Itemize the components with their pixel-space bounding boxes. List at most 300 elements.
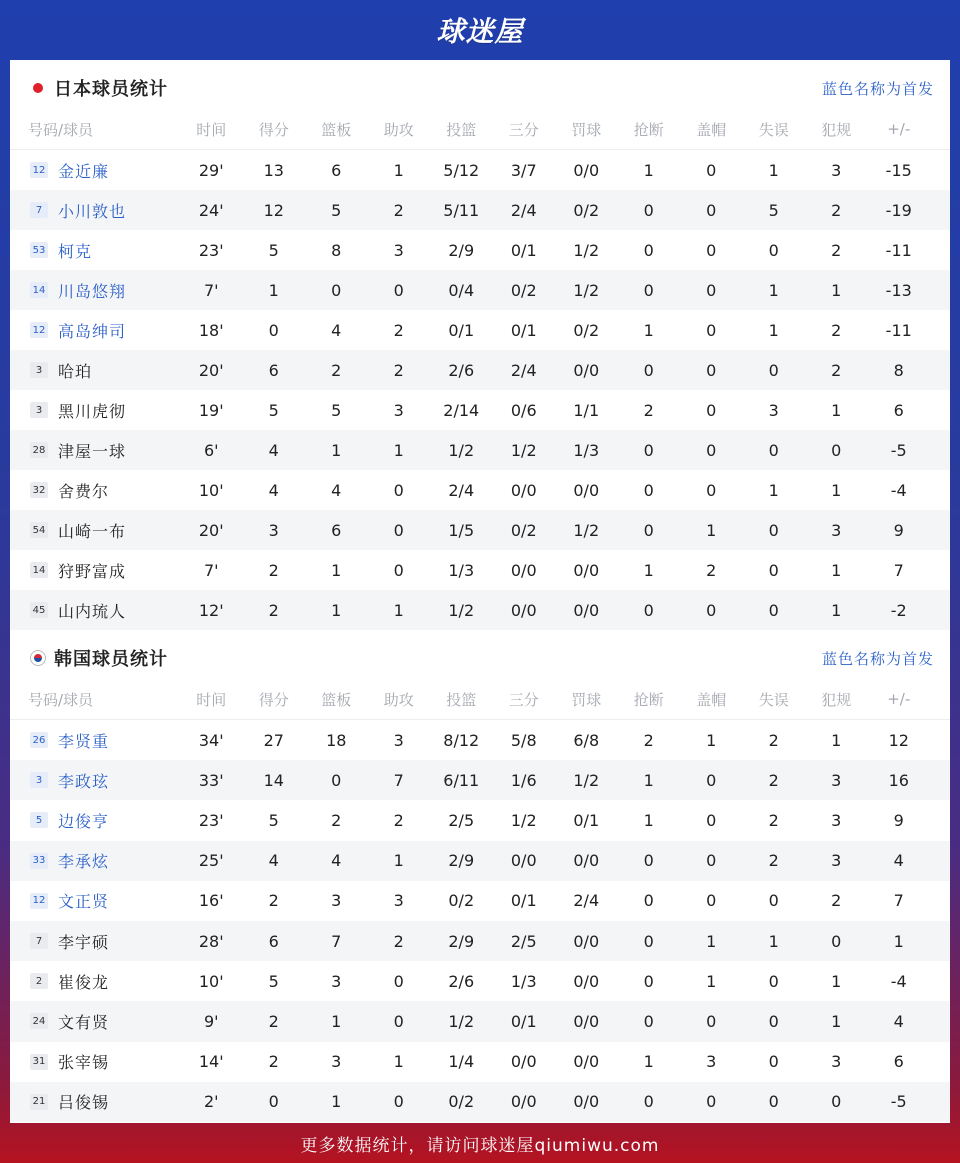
player-name[interactable]: 黑川虎彻: [58, 401, 127, 421]
player-cell: [10, 930, 180, 953]
table-row[interactable]: [10, 921, 950, 961]
rebounds-cell: 4: [331, 320, 342, 340]
blocks-cell: 2: [706, 560, 717, 580]
turnovers-cell: 0: [768, 560, 779, 580]
points-cell: 2: [268, 891, 279, 911]
player-name[interactable]: 狩野富成: [58, 561, 127, 581]
plus-minus-cell: 7: [893, 891, 904, 911]
header-blocks: 盖帽: [696, 120, 727, 139]
steals-cell: 0: [643, 600, 654, 620]
points-cell: 5: [268, 240, 279, 260]
minutes-cell: 20': [198, 360, 224, 380]
header-steals: 抢断: [633, 690, 664, 709]
player-name[interactable]: 舍费尔: [58, 481, 110, 501]
free-throws-cell: 6/8: [573, 730, 600, 750]
steals-cell: 2: [643, 730, 654, 750]
plus-minus-cell: -19: [885, 200, 912, 220]
fouls-cell: 1: [831, 971, 842, 991]
plus-minus-cell: 16: [888, 770, 909, 790]
steals-cell: 1: [643, 560, 654, 580]
header-rebounds: 篮板: [321, 690, 352, 709]
player-name[interactable]: 李政玹: [58, 771, 110, 791]
field-goals-cell: 1/2: [448, 600, 475, 620]
assists-cell: 0: [393, 971, 404, 991]
fouls-cell: 1: [831, 1011, 842, 1031]
player-cell: [10, 239, 180, 262]
rebounds-cell: 18: [326, 730, 347, 750]
field-goals-cell: 2/9: [448, 240, 475, 260]
table-row[interactable]: [10, 1042, 950, 1082]
header-assists: 助攻: [383, 690, 414, 709]
player-name[interactable]: 李宇硕: [58, 932, 110, 952]
header-field-goals: 投篮: [446, 690, 477, 709]
turnovers-cell: 0: [768, 971, 779, 991]
header-field-goals: 投篮: [446, 120, 477, 139]
assists-cell: 0: [393, 560, 404, 580]
assists-cell: 7: [393, 770, 404, 790]
player-cell: [10, 199, 180, 222]
rebounds-cell: 2: [331, 810, 342, 830]
field-goals-cell: 2/6: [448, 971, 475, 991]
rebounds-cell: 6: [331, 160, 342, 180]
korea-stats-card: [10, 630, 950, 1123]
three-pointers-cell: 5/8: [510, 730, 537, 750]
jersey-number: 53: [30, 242, 48, 258]
free-throws-cell: 0/0: [573, 560, 600, 580]
assists-cell: 1: [393, 160, 404, 180]
fouls-cell: 0: [831, 440, 842, 460]
rebounds-cell: 2: [331, 360, 342, 380]
free-throws-cell: 0/0: [573, 480, 600, 500]
jersey-number: 33: [30, 853, 48, 869]
steals-cell: 0: [643, 440, 654, 460]
fouls-cell: 1: [831, 560, 842, 580]
three-pointers-cell: 0/1: [510, 891, 537, 911]
plus-minus-cell: 6: [893, 1052, 904, 1072]
blocks-cell: 0: [706, 360, 717, 380]
assists-cell: 0: [393, 1092, 404, 1112]
free-throws-cell: 0/0: [573, 160, 600, 180]
table-row[interactable]: [10, 150, 950, 190]
points-cell: 14: [263, 770, 284, 790]
header-turnovers: 失误: [758, 120, 789, 139]
table-row[interactable]: [10, 1082, 950, 1122]
field-goals-cell: 0/1: [448, 320, 475, 340]
jersey-number: 54: [30, 522, 48, 538]
rebounds-cell: 1: [331, 600, 342, 620]
turnovers-cell: 1: [768, 931, 779, 951]
fouls-cell: 2: [831, 200, 842, 220]
blocks-cell: 1: [706, 931, 717, 951]
field-goals-cell: 2/4: [448, 480, 475, 500]
assists-cell: 3: [393, 240, 404, 260]
turnovers-cell: 1: [768, 320, 779, 340]
rebounds-cell: 4: [331, 480, 342, 500]
jersey-number: 7: [30, 933, 48, 949]
plus-minus-cell: -15: [885, 160, 912, 180]
minutes-cell: 10': [198, 480, 224, 500]
jersey-number: 5: [30, 812, 48, 828]
header-minutes: 时间: [196, 690, 227, 709]
field-goals-cell: 2/6: [448, 360, 475, 380]
free-throws-cell: 0/0: [573, 1052, 600, 1072]
steals-cell: 0: [643, 891, 654, 911]
minutes-cell: 33': [198, 770, 224, 790]
plus-minus-cell: 8: [893, 360, 904, 380]
japan-stats-card: [10, 60, 950, 630]
blocks-cell: 0: [706, 851, 717, 871]
points-cell: 0: [268, 1092, 279, 1112]
free-throws-cell: 0/0: [573, 1011, 600, 1031]
table-row[interactable]: [10, 430, 950, 470]
player-name[interactable]: 边俊亨: [58, 811, 110, 831]
minutes-cell: 10': [198, 971, 224, 991]
table-row[interactable]: [10, 310, 950, 350]
player-name[interactable]: 崔俊龙: [58, 972, 110, 992]
jersey-number: 28: [30, 442, 48, 458]
blocks-cell: 0: [706, 240, 717, 260]
points-cell: 4: [268, 480, 279, 500]
assists-cell: 1: [393, 851, 404, 871]
header-points: 得分: [258, 120, 289, 139]
steals-cell: 0: [643, 480, 654, 500]
minutes-cell: 18': [198, 320, 224, 340]
jersey-number: 3: [30, 402, 48, 418]
free-throws-cell: 1/2: [573, 280, 600, 300]
player-cell: [10, 849, 180, 872]
field-goals-cell: 1/3: [448, 560, 475, 580]
player-name[interactable]: 山内琉人: [58, 601, 127, 621]
minutes-cell: 6': [203, 440, 219, 460]
table-row[interactable]: [10, 590, 950, 630]
field-goals-cell: 6/11: [443, 770, 480, 790]
turnovers-cell: 0: [768, 1092, 779, 1112]
header-rebounds: 篮板: [321, 120, 352, 139]
player-cell: [10, 279, 180, 302]
field-goals-cell: 2/5: [448, 810, 475, 830]
assists-cell: 2: [393, 360, 404, 380]
blocks-cell: 0: [706, 1011, 717, 1031]
table-header: [10, 679, 950, 720]
three-pointers-cell: 0/1: [510, 240, 537, 260]
assists-cell: 2: [393, 320, 404, 340]
table-row[interactable]: [10, 800, 950, 840]
korea-flag-icon: [30, 650, 46, 666]
steals-cell: 0: [643, 851, 654, 871]
free-throws-cell: 0/0: [573, 851, 600, 871]
brand-logo[interactable]: 球迷屋: [436, 15, 524, 48]
steals-cell: 2: [643, 400, 654, 420]
table-row[interactable]: [10, 270, 950, 310]
minutes-cell: 29': [198, 160, 224, 180]
table-row[interactable]: [10, 881, 950, 921]
plus-minus-cell: -13: [885, 280, 912, 300]
table-row[interactable]: [10, 841, 950, 881]
plus-minus-cell: -11: [885, 320, 912, 340]
player-name[interactable]: 金近廉: [58, 161, 110, 181]
three-pointers-cell: 1/2: [510, 810, 537, 830]
turnovers-cell: 2: [768, 851, 779, 871]
steals-cell: 1: [643, 320, 654, 340]
player-cell: [10, 599, 180, 622]
assists-cell: 1: [393, 1052, 404, 1072]
three-pointers-cell: 1/6: [510, 770, 537, 790]
minutes-cell: 7': [203, 560, 219, 580]
steals-cell: 0: [643, 200, 654, 220]
blocks-cell: 0: [706, 891, 717, 911]
rebounds-cell: 1: [331, 560, 342, 580]
points-cell: 6: [268, 931, 279, 951]
turnovers-cell: 2: [768, 810, 779, 830]
plus-minus-cell: -5: [890, 1092, 907, 1112]
three-pointers-cell: 0/0: [510, 560, 537, 580]
table-row[interactable]: [10, 550, 950, 590]
rebounds-cell: 0: [331, 770, 342, 790]
field-goals-cell: 8/12: [443, 730, 480, 750]
three-pointers-cell: 0/6: [510, 400, 537, 420]
free-throws-cell: 0/2: [573, 200, 600, 220]
steals-cell: 0: [643, 240, 654, 260]
header-player: 号码/球员: [28, 120, 94, 139]
blocks-cell: 0: [706, 200, 717, 220]
points-cell: 5: [268, 971, 279, 991]
turnovers-cell: 0: [768, 891, 779, 911]
points-cell: 5: [268, 810, 279, 830]
rebounds-cell: 4: [331, 851, 342, 871]
steals-cell: 0: [643, 520, 654, 540]
three-pointers-cell: 0/2: [510, 280, 537, 300]
blocks-cell: 0: [706, 320, 717, 340]
free-throws-cell: 1/2: [573, 240, 600, 260]
free-throws-cell: 2/4: [573, 891, 600, 911]
header-fouls: 犯规: [821, 690, 852, 709]
three-pointers-cell: 0/0: [510, 1052, 537, 1072]
plus-minus-cell: 4: [893, 851, 904, 871]
field-goals-cell: 1/2: [448, 1011, 475, 1031]
assists-cell: 0: [393, 520, 404, 540]
plus-minus-cell: 7: [893, 560, 904, 580]
three-pointers-cell: 2/4: [510, 200, 537, 220]
free-throws-cell: 0/0: [573, 360, 600, 380]
player-name[interactable]: 津屋一球: [58, 441, 127, 461]
free-throws-cell: 0/0: [573, 931, 600, 951]
field-goals-cell: 0/2: [448, 1092, 475, 1112]
free-throws-cell: 0/0: [573, 600, 600, 620]
player-cell: [10, 159, 180, 182]
player-name[interactable]: 哈珀: [58, 361, 93, 381]
three-pointers-cell: 1/3: [510, 971, 537, 991]
assists-cell: 2: [393, 200, 404, 220]
rebounds-cell: 3: [331, 1052, 342, 1072]
player-name[interactable]: 柯克: [58, 241, 93, 261]
blocks-cell: 0: [706, 160, 717, 180]
rebounds-cell: 5: [331, 400, 342, 420]
three-pointers-cell: 3/7: [510, 160, 537, 180]
blocks-cell: 0: [706, 480, 717, 500]
rebounds-cell: 1: [331, 440, 342, 460]
footer-link[interactable]: 更多数据统计，请访问球迷屋qiumiwu.com: [300, 1135, 660, 1156]
blocks-cell: 3: [706, 1052, 717, 1072]
fouls-cell: 1: [831, 400, 842, 420]
fouls-cell: 2: [831, 360, 842, 380]
turnovers-cell: 3: [768, 400, 779, 420]
header-three-pointers: 三分: [508, 120, 539, 139]
plus-minus-cell: 6: [893, 400, 904, 420]
turnovers-cell: 0: [768, 600, 779, 620]
plus-minus-cell: -4: [890, 480, 907, 500]
blocks-cell: 0: [706, 280, 717, 300]
table-row[interactable]: [10, 470, 950, 510]
player-name[interactable]: 文有贤: [58, 1012, 110, 1032]
field-goals-cell: 2/14: [443, 400, 480, 420]
turnovers-cell: 0: [768, 440, 779, 460]
minutes-cell: 23': [198, 240, 224, 260]
three-pointers-cell: 0/1: [510, 1011, 537, 1031]
minutes-cell: 28': [198, 931, 224, 951]
minutes-cell: 12': [198, 600, 224, 620]
player-cell: [10, 1050, 180, 1073]
player-cell: [10, 769, 180, 792]
assists-cell: 3: [393, 400, 404, 420]
blocks-cell: 0: [706, 440, 717, 460]
starter-note: 蓝色名称为首发: [821, 79, 934, 98]
assists-cell: 3: [393, 891, 404, 911]
minutes-cell: 23': [198, 810, 224, 830]
korea-section-title: [10, 630, 950, 686]
player-cell: [10, 519, 180, 542]
player-cell: [10, 399, 180, 422]
player-name[interactable]: 山崎一布: [58, 521, 127, 541]
fouls-cell: 2: [831, 891, 842, 911]
jersey-number: 14: [30, 562, 48, 578]
field-goals-cell: 1/5: [448, 520, 475, 540]
assists-cell: 2: [393, 810, 404, 830]
points-cell: 1: [268, 280, 279, 300]
assists-cell: 0: [393, 1011, 404, 1031]
jersey-number: 45: [30, 602, 48, 618]
points-cell: 2: [268, 560, 279, 580]
player-name[interactable]: 小川敦也: [58, 201, 127, 221]
player-name[interactable]: 高岛绅司: [58, 321, 127, 341]
jersey-number: 3: [30, 362, 48, 378]
jersey-number: 2: [30, 973, 48, 989]
table-header: [10, 109, 950, 150]
header-turnovers: 失误: [758, 690, 789, 709]
fouls-cell: 3: [831, 810, 842, 830]
rebounds-cell: 0: [331, 280, 342, 300]
header-steals: 抢断: [633, 120, 664, 139]
rebounds-cell: 5: [331, 200, 342, 220]
points-cell: 2: [268, 600, 279, 620]
fouls-cell: 2: [831, 320, 842, 340]
fouls-cell: 3: [831, 770, 842, 790]
assists-cell: 1: [393, 600, 404, 620]
app-header: [0, 0, 960, 60]
player-cell: [10, 809, 180, 832]
jersey-number: 26: [30, 732, 48, 748]
minutes-cell: 34': [198, 730, 224, 750]
fouls-cell: 2: [831, 240, 842, 260]
points-cell: 3: [268, 520, 279, 540]
free-throws-cell: 1/2: [573, 770, 600, 790]
table-row[interactable]: [10, 390, 950, 430]
three-pointers-cell: 0/1: [510, 320, 537, 340]
free-throws-cell: 0/0: [573, 1092, 600, 1112]
field-goals-cell: 1/2: [448, 440, 475, 460]
field-goals-cell: 2/9: [448, 851, 475, 871]
player-name[interactable]: 川岛悠翔: [58, 281, 127, 301]
player-name[interactable]: 文正贤: [58, 892, 110, 912]
field-goals-cell: 0/2: [448, 891, 475, 911]
points-cell: 2: [268, 1011, 279, 1031]
steals-cell: 0: [643, 360, 654, 380]
header-assists: 助攻: [383, 120, 414, 139]
fouls-cell: 1: [831, 480, 842, 500]
assists-cell: 0: [393, 280, 404, 300]
player-name[interactable]: 张宰锡: [58, 1053, 110, 1073]
table-row[interactable]: [10, 510, 950, 550]
three-pointers-cell: 2/4: [510, 360, 537, 380]
assists-cell: 2: [393, 931, 404, 951]
minutes-cell: 25': [198, 851, 224, 871]
points-cell: 0: [268, 320, 279, 340]
steals-cell: 0: [643, 931, 654, 951]
header-player: 号码/球员: [28, 690, 94, 709]
field-goals-cell: 2/9: [448, 931, 475, 951]
table-row[interactable]: [10, 350, 950, 390]
free-throws-cell: 0/0: [573, 971, 600, 991]
player-name[interactable]: 吕俊锡: [58, 1093, 110, 1113]
fouls-cell: 3: [831, 520, 842, 540]
free-throws-cell: 1/2: [573, 520, 600, 540]
plus-minus-cell: 1: [893, 931, 904, 951]
player-cell: [10, 889, 180, 912]
table-row[interactable]: [10, 760, 950, 800]
points-cell: 4: [268, 851, 279, 871]
points-cell: 13: [263, 160, 284, 180]
rebounds-cell: 3: [331, 891, 342, 911]
minutes-cell: 7': [203, 280, 219, 300]
minutes-cell: 24': [198, 200, 224, 220]
assists-cell: 0: [393, 480, 404, 500]
table-row[interactable]: [10, 230, 950, 270]
player-name[interactable]: 李贤重: [58, 731, 110, 751]
plus-minus-cell: 9: [893, 520, 904, 540]
points-cell: 6: [268, 360, 279, 380]
three-pointers-cell: 0/0: [510, 480, 537, 500]
turnovers-cell: 0: [768, 360, 779, 380]
table-row[interactable]: [10, 961, 950, 1001]
turnovers-cell: 1: [768, 160, 779, 180]
table-row[interactable]: [10, 190, 950, 230]
jersey-number: 32: [30, 482, 48, 498]
turnovers-cell: 0: [768, 1011, 779, 1031]
table-row[interactable]: [10, 1001, 950, 1041]
points-cell: 27: [263, 730, 284, 750]
steals-cell: 1: [643, 160, 654, 180]
player-cell: [10, 319, 180, 342]
fouls-cell: 1: [831, 730, 842, 750]
jersey-number: 31: [30, 1054, 48, 1070]
field-goals-cell: 0/4: [448, 280, 475, 300]
blocks-cell: 0: [706, 1092, 717, 1112]
three-pointers-cell: 0/0: [510, 1092, 537, 1112]
plus-minus-cell: 4: [893, 1011, 904, 1031]
header-fouls: 犯规: [821, 120, 852, 139]
table-row[interactable]: [10, 720, 950, 760]
turnovers-cell: 0: [768, 240, 779, 260]
player-name[interactable]: 李承炫: [58, 852, 110, 872]
